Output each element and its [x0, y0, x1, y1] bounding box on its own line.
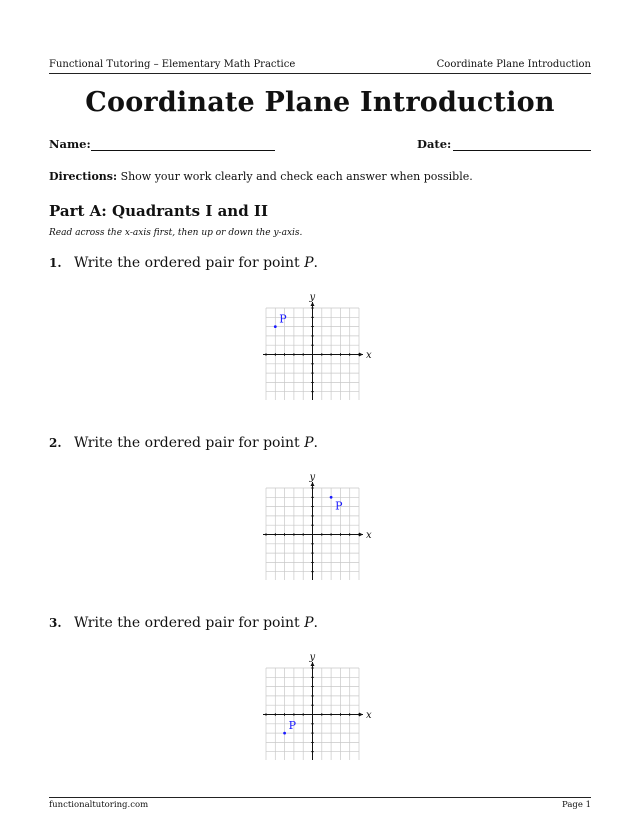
x-axis-label: x [366, 710, 372, 721]
page-title: Coordinate Plane Introduction [85, 87, 555, 118]
point-p-label: P [288, 719, 297, 733]
x-axis-arrow-icon [359, 533, 363, 537]
question-text: Write the ordered pair for point P. [73, 255, 318, 271]
point-p-marker [283, 732, 286, 735]
part-a-title: Part A: Quadrants I and II [49, 202, 268, 220]
question-number: 1. [49, 256, 62, 270]
footer [49, 800, 591, 810]
question-1 [49, 255, 318, 271]
coordinate-plane-3 [262, 652, 374, 760]
y-axis-label: y [309, 652, 316, 663]
x-axis-arrow-icon [359, 713, 363, 717]
x-axis-arrow-icon [359, 353, 363, 357]
y-axis-label: y [309, 292, 316, 303]
footer-rule [49, 797, 591, 798]
running-header [49, 59, 591, 70]
header-left-text: Functional Tutoring – Elementary Math Practice [49, 59, 296, 70]
question-3 [49, 615, 318, 631]
name-field-line[interactable] [91, 150, 275, 151]
point-p-marker [330, 496, 333, 499]
point-name: P [304, 255, 314, 271]
question-number: 3. [49, 616, 62, 630]
name-label: Name: [49, 137, 91, 151]
directions [49, 170, 473, 183]
point-name: P [304, 615, 314, 631]
date-field-line[interactable] [453, 150, 591, 151]
footer-left-text: functionaltutoring.com [49, 800, 149, 810]
question-number: 2. [49, 436, 62, 450]
point-p-label: P [335, 499, 343, 513]
question-text: Write the ordered pair for point P. [73, 615, 318, 631]
page-number: Page 1 [562, 800, 591, 810]
question-text: Write the ordered pair for point P. [73, 435, 318, 451]
directions-label: Directions: [49, 170, 118, 183]
header-rule [49, 73, 591, 74]
point-p-marker [274, 325, 277, 328]
coordinate-plane-2 [262, 472, 374, 580]
point-name: P [304, 435, 314, 451]
y-axis-label: y [309, 472, 316, 483]
point-p-label: P [279, 312, 287, 326]
question-2 [49, 435, 318, 451]
coordinate-plane-1 [262, 292, 374, 400]
header-right-text: Coordinate Plane Introduction [436, 59, 591, 70]
part-a-note: Read across the x-axis first, then up or down the y-axis. [49, 228, 303, 238]
directions-text: Show your work clearly and check each answer when possible. [120, 170, 473, 183]
x-axis-label: x [366, 530, 372, 541]
x-axis-label: x [366, 350, 372, 361]
date-label: Date: [417, 137, 452, 151]
